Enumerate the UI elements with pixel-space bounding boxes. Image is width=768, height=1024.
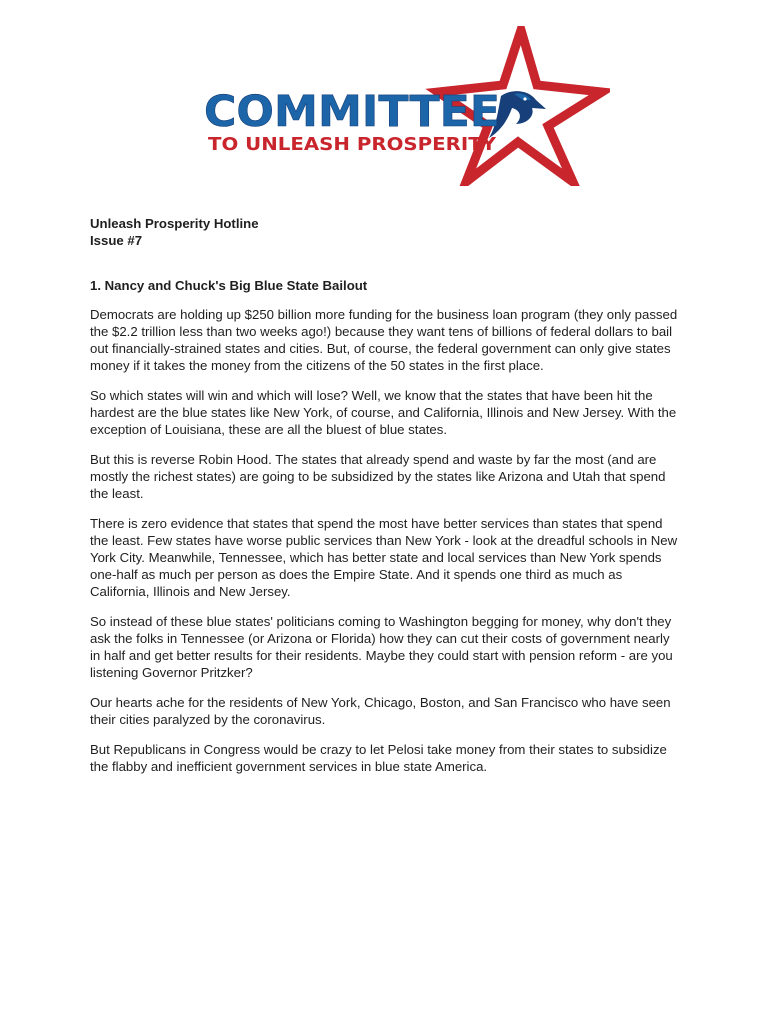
section-heading: 1. Nancy and Chuck's Big Blue State Bailout [90, 278, 368, 293]
document-body [90, 215, 680, 775]
paragraph: So instead of these blue states' politicians coming to Washington begging for money, why don't they ask the folks in Tennessee (or Arizona or Florida) how they can cut their costs of government nearly in half and get better results for their residents. Maybe they could start with pension reform - are you listening Governor Pritzker? [90, 614, 673, 680]
paragraph: But this is reverse Robin Hood. The states that already spend and waste by far the most (and are mostly the richest states) are going to be subsidized by the states like Arizona and Utah that spend the least. [90, 452, 666, 501]
paragraph: Our hearts ache for the residents of New York, Chicago, Boston, and San Francisco who have seen their cities paralyzed by the coronavirus. [90, 695, 671, 727]
paragraph: So which states will win and which will lose? Well, we know that the states that have been hit the hardest are the blue states like New York, of course, and California, Illinois and New Jersey. With the exception of Louisiana, these are all the bluest of blue states. [90, 388, 677, 437]
committee-logo [198, 26, 610, 186]
paragraph: Democrats are holding up $250 billion more funding for the business loan program (they only passed the $2.2 trillion less than two weeks ago!) because they want tens of billions of federal dollars to bail out financially-strained states and cities. But, of course, the federal government can only give states money if it takes the money from the citizens of the 50 states in the first place. [90, 307, 678, 373]
paragraph: But Republicans in Congress would be crazy to let Pelosi take money from their states to subsidize the flabby and inefficient government services in blue state America. [90, 742, 667, 774]
committee-logo-graphic [198, 26, 610, 186]
newsletter-title: Unleash Prosperity Hotline [90, 216, 259, 231]
logo-line2: TO UNLEASH PROSPERITY [208, 134, 498, 155]
issue-number: Issue #7 [90, 233, 143, 248]
logo-line1: COMMITTEE [204, 87, 500, 137]
paragraph: There is zero evidence that states that spend the most have better services than states that spend the least. Few states have worse public services than New York - look at the dreadful schools in New York City. Meanwhile, Tennessee, which has better state and local services than New York spends one-half as much per person as does the Empire State. And it spends one third as much as California, Illinois and New Jersey. [90, 516, 678, 599]
